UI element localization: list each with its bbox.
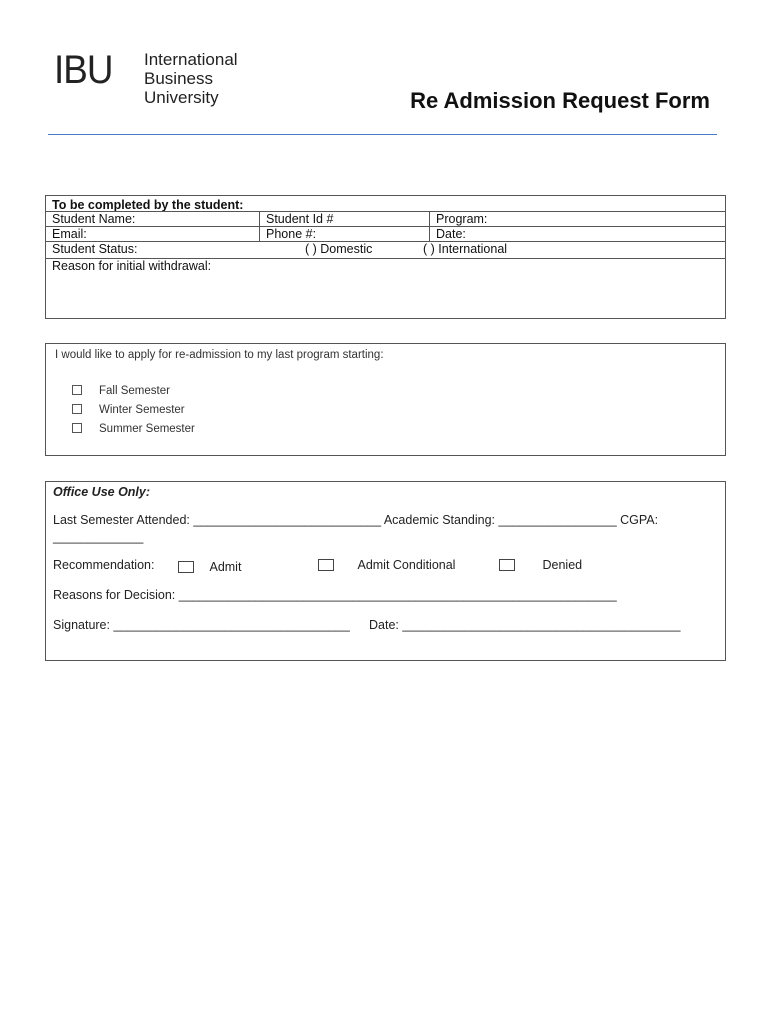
student-name-field[interactable]: Student Name: [52,212,136,226]
phone-field[interactable]: Phone #: [266,227,317,241]
withdrawal-reason-label: Reason for initial withdrawal: [52,259,212,273]
office-date-line[interactable]: Date: ________________________________________ [369,618,681,632]
student-section-header: To be completed by the student: [52,198,244,212]
logo-mark: IBU [54,48,113,92]
admit-option[interactable] [178,560,241,574]
reasons-for-decision-line[interactable]: Reasons for Decision: _______________________________________________________________ [53,588,617,602]
student-section [45,195,726,319]
title-divider [48,134,717,135]
winter-semester-option[interactable] [72,404,185,416]
student-id-field[interactable]: Student Id # [266,212,334,226]
student-row-3 [46,241,725,257]
option-label: Fall Semester [99,385,170,397]
denied-option[interactable] [499,558,582,572]
checkbox-icon[interactable] [499,559,515,571]
checkbox-icon[interactable] [72,423,82,433]
logo-name-line-2: Business [144,69,213,88]
email-field[interactable]: Email: [52,227,87,241]
checkbox-icon[interactable] [178,561,194,573]
fall-semester-option[interactable] [72,385,170,397]
withdrawal-reason-area[interactable] [46,258,725,273]
summer-semester-option[interactable] [72,423,195,435]
domestic-option[interactable]: ( ) Domestic [305,242,373,256]
checkbox-icon[interactable] [72,404,82,414]
office-use-section [45,481,726,661]
admit-conditional-option[interactable] [318,558,455,572]
program-field[interactable]: Program: [436,212,488,226]
date-field[interactable]: Date: [436,227,466,241]
international-option[interactable]: ( ) International [423,242,508,256]
last-semester-line[interactable]: Last Semester Attended: ___________________________ Academic Standing: _________________ CGPA: [53,513,659,527]
signature-line[interactable]: Signature: __________________________________ [53,618,350,632]
admit-conditional-label: Admit Conditional [357,558,456,572]
office-use-header: Office Use Only: [53,485,151,499]
student-status-label: Student Status: [52,242,138,256]
recommendation-label: Recommendation: [53,558,155,572]
denied-label: Denied [542,558,583,572]
logo-name [144,50,238,107]
readmission-intro: I would like to apply for re-admission to my last program starting: [55,349,384,361]
form-title: Re Admission Request Form [410,88,710,113]
cgpa-blank[interactable]: _____________ [53,530,144,544]
student-row-1 [46,211,725,227]
logo-name-line-3: University [144,88,219,107]
option-label: Winter Semester [99,404,185,416]
readmission-section [45,343,726,456]
option-label: Summer Semester [99,423,195,435]
checkbox-icon[interactable] [72,385,82,395]
student-row-2 [46,226,725,242]
logo-name-line-1: International [144,50,238,69]
checkbox-icon[interactable] [318,559,334,571]
admit-label: Admit [209,560,242,574]
